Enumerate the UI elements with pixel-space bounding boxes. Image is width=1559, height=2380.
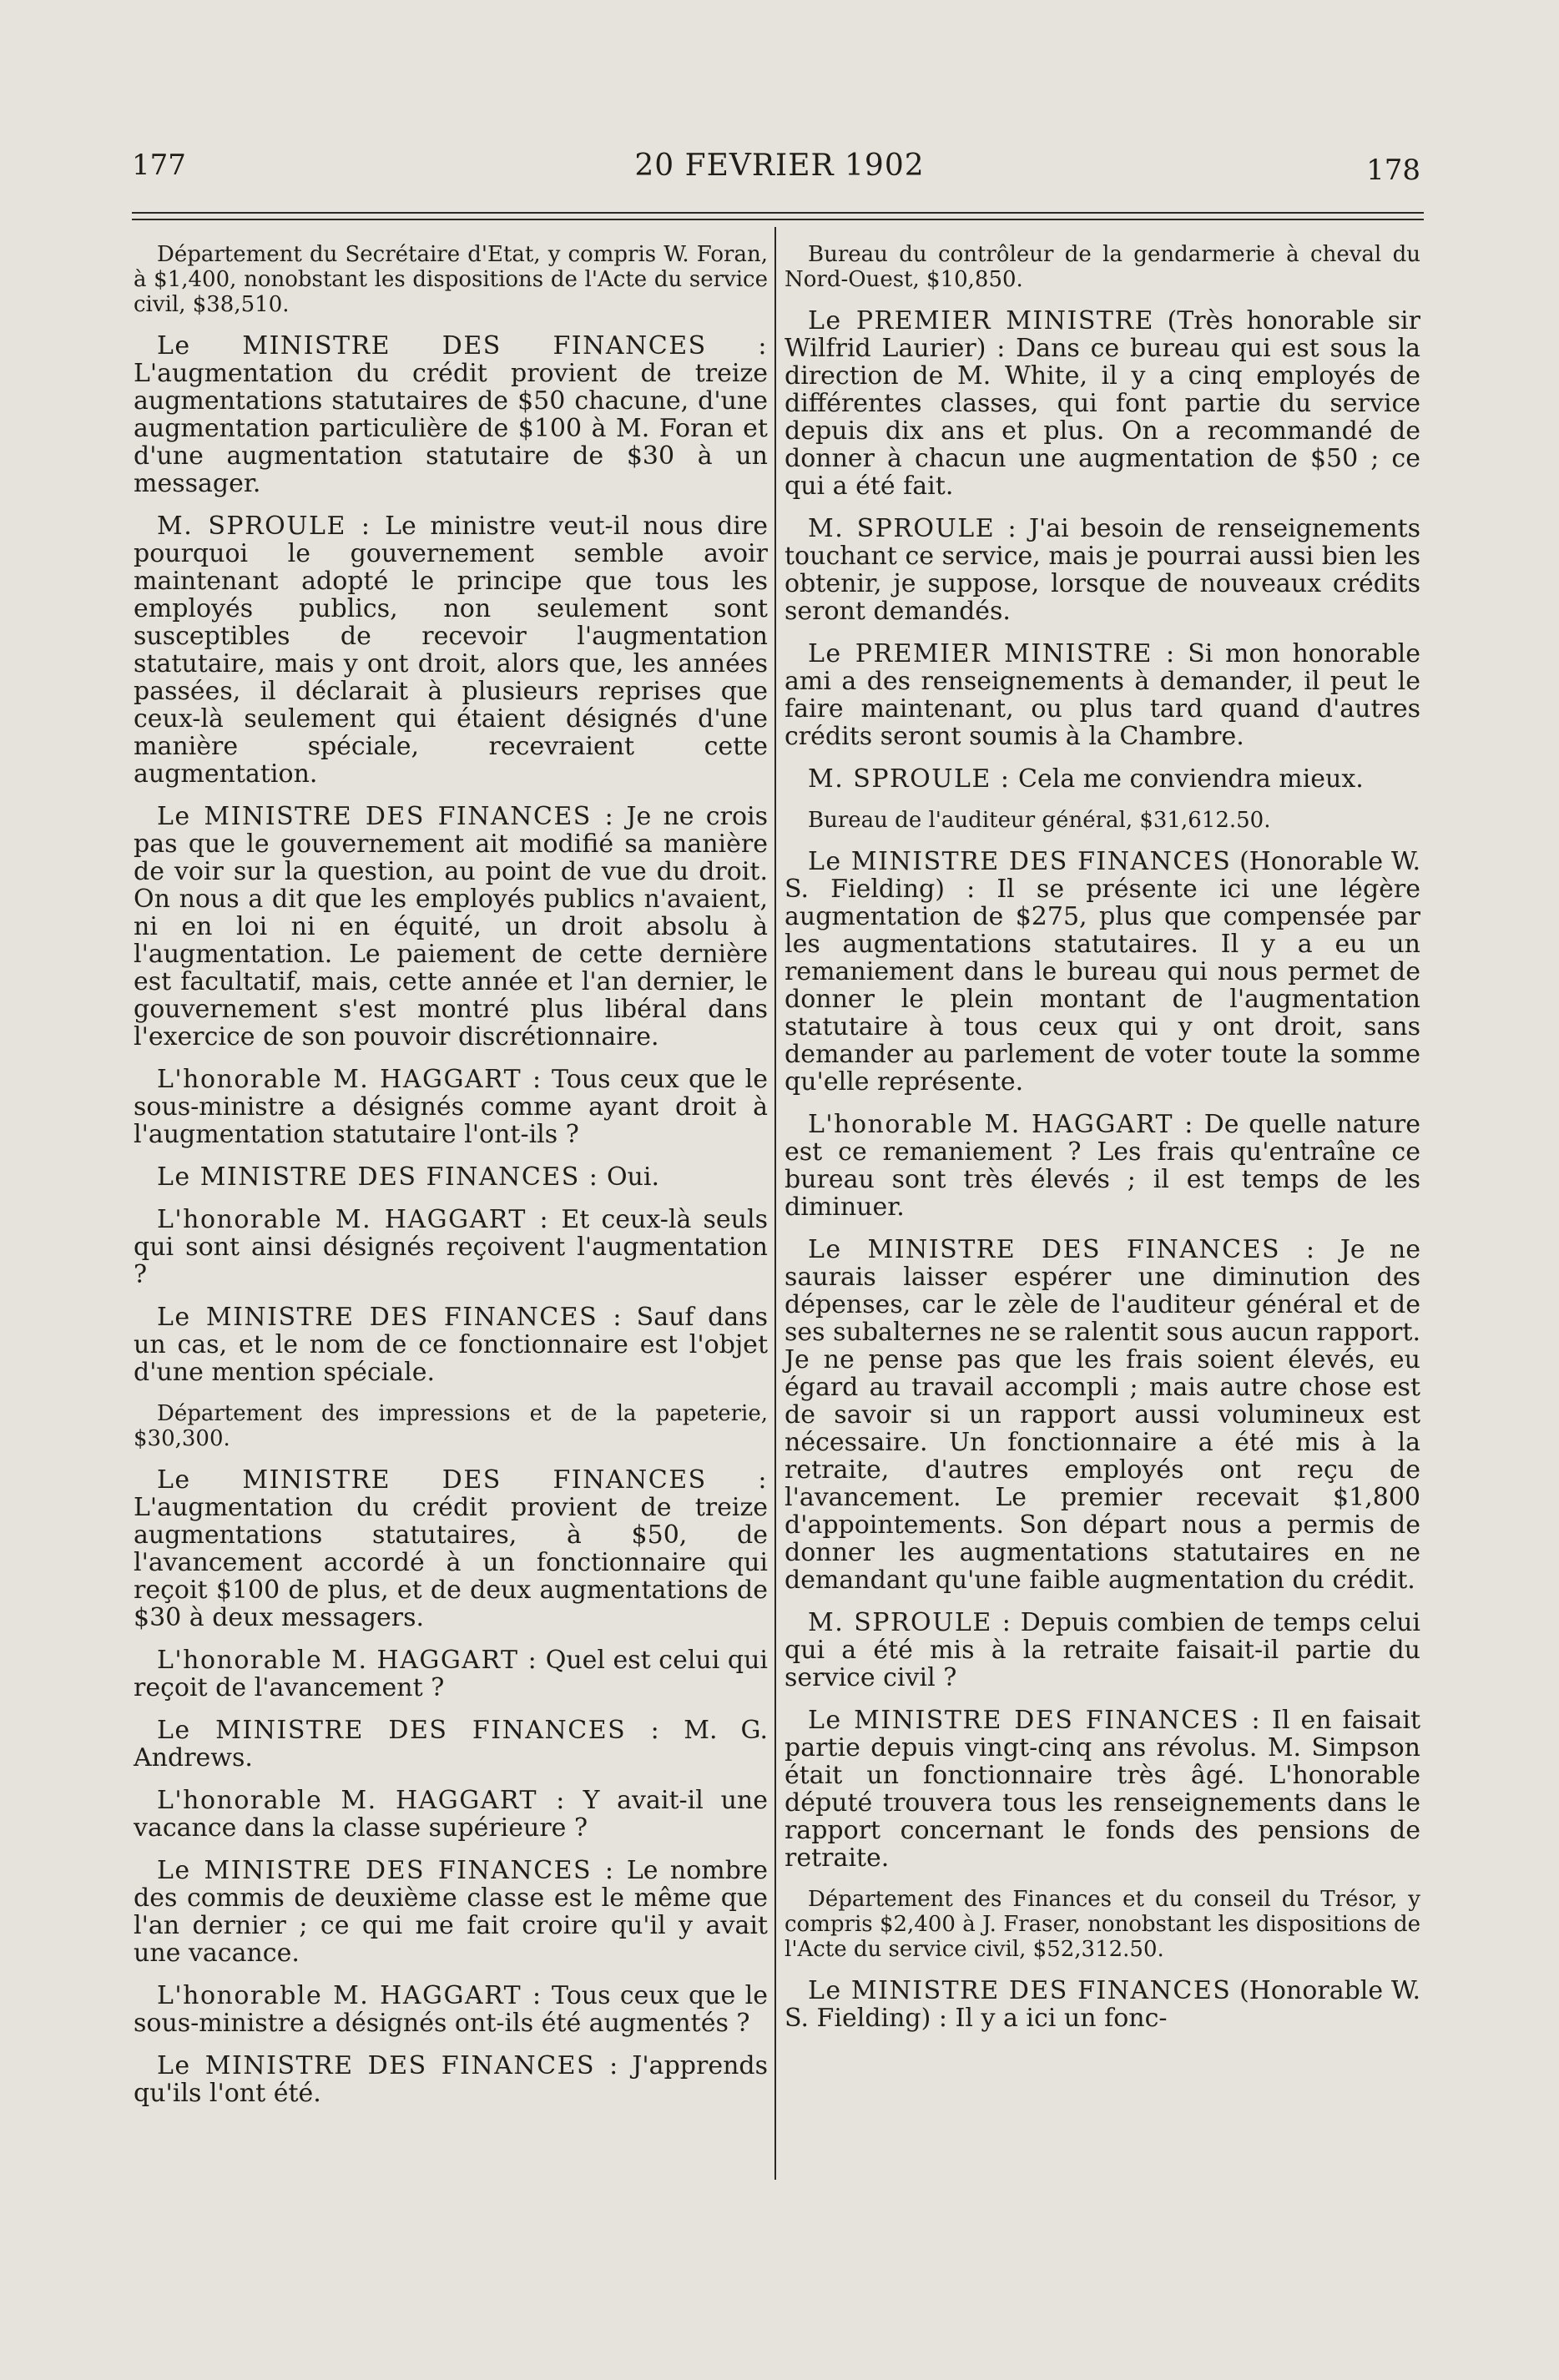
speech-paragraph <box>785 848 1420 1096</box>
page-number-left: 177 <box>132 149 186 182</box>
speech-text: Depuis combien de temps celui qui a été mis à la retraite faisait-il partie du service civil ? <box>785 1608 1420 1692</box>
speaker-name: Le MINISTRE DES FINANCES : <box>157 1162 599 1192</box>
speaker-name: Le PREMIER MINISTRE <box>808 306 1154 335</box>
budget-item: Bureau du contrôleur de la gendarmerie à cheval du Nord-Ouest, $10,850. <box>785 242 1420 292</box>
speaker-name: Le MINISTRE DES FINANCES : <box>157 802 615 831</box>
speech-text: (Honorable W. S. Fielding) : Il y a ici un fonc- <box>785 1976 1420 2033</box>
speaker-name: L'honorable M. HAGGART : <box>157 1205 550 1234</box>
page-number-right: 178 <box>1366 154 1420 187</box>
speaker-name: Le MINISTRE DES FINANCES : <box>157 1856 615 1885</box>
speech-text: De quelle nature est ce remaniement ? Les frais qu'entraîne ce bureau sont très élevés ; il est temps de les diminuer. <box>785 1110 1420 1222</box>
speech-text: (Honorable W. S. Fielding) : Il se présente ici une légère augmentation de $275, plus que compensée par les augmentations statutaires. Il y a eu un remaniement dans le bureau qui nous permet de donner le plein montant de l'augmentation statutaire à tous ceux qui y ont droit, sans demander au parlement de voter toute la somme qu'elle représente. <box>785 847 1420 1097</box>
left-column <box>134 242 768 2122</box>
speaker-name: L'honorable M. HAGGART : <box>157 1786 566 1815</box>
speech-paragraph <box>134 1466 768 1631</box>
speech-text: Et ceux-là seuls qui sont ainsi désignés reçoivent l'augmentation ? <box>134 1205 768 1289</box>
speaker-name: M. SPROULE : <box>808 764 1011 794</box>
speech-text: Si mon honorable ami a des renseignements à demander, il peut le faire maintenant, ou plus tard quand d'autres crédits seront soumis à la Chambre. <box>785 639 1420 751</box>
speech-paragraph <box>785 765 1420 793</box>
speech-text: Oui. <box>606 1162 659 1192</box>
speaker-name: Le MINISTRE DES FINANCES : <box>157 1716 661 1745</box>
speech-paragraph <box>134 1982 768 2037</box>
budget-item: Département du Secrétaire d'Etat, y compris W. Foran, à $1,400, nonobstant les dispositions de l'Acte du service civil, $38,510. <box>134 242 768 317</box>
speaker-name: Le MINISTRE DES FINANCES : <box>808 1235 1316 1264</box>
speech-text: (Très honorable sir Wilfrid Laurier) : Dans ce bureau qui est sous la direction de M. White, il y a cinq employés de différentes classes, qui font partie du service depuis dix ans et plus. On a recommandé de donner à chacun une augmentation de $50 ; ce qui a été fait. <box>785 306 1420 501</box>
speaker-name: M. SPROULE : <box>808 1608 1012 1637</box>
header-rule-bottom <box>132 219 1424 220</box>
budget-item: Département des Finances et du conseil du Trésor, y compris $2,400 à J. Fraser, nonobstant les dispositions de l'Acte du service civil, $52,312.50. <box>785 1887 1420 1962</box>
speech-text: L'augmentation du crédit provient de treize augmentations statutaires de $50 chacune, d'une augmentation particulière de $100 à M. Foran et d'une augmentation statutaire de $30 à un messager. <box>134 359 768 498</box>
speech-text: M. G. Andrews. <box>134 1716 768 1772</box>
speech-text: Le ministre veut-il nous dire pourquoi le gouvernement semble avoir maintenant adopté le principe que tous les employés publics, non seulement sont susceptibles de recevoir l'augmentation statutaire, mais y ont droit, alors que, les années passées, il déclarait à plusieurs reprises que ceux-là seulement qui étaient désignés d'une manière spéciale, recevraient cette augmentation. <box>134 512 768 789</box>
speaker-name: L'honorable M. HAGGART : <box>157 1065 542 1094</box>
speaker-name: Le MINISTRE DES FINANCES <box>808 847 1232 876</box>
speech-paragraph <box>785 640 1420 750</box>
speech-paragraph <box>134 1787 768 1842</box>
speaker-name: L'honorable M. HAGGART : <box>157 1646 538 1675</box>
speech-text: J'ai besoin de renseignements touchant ce service, mais je pourrai aussi bien les obtenir, je suppose, lorsque de nouveaux crédits seront demandés. <box>785 514 1420 626</box>
speech-paragraph <box>134 803 768 1051</box>
speech-paragraph <box>134 1066 768 1148</box>
speaker-name: M. SPROULE : <box>157 512 371 541</box>
speech-paragraph <box>785 1977 1420 2032</box>
speaker-name: L'honorable M. HAGGART : <box>157 1981 542 2010</box>
speaker-name: Le MINISTRE DES FINANCES : <box>157 331 768 361</box>
speech-text: Tous ceux que le sous-ministre a désignés ont-ils été augmentés ? <box>134 1981 768 2038</box>
page-title: 20 FEVRIER 1902 <box>634 149 925 183</box>
budget-item: Département des impressions et de la papeterie, $30,300. <box>134 1401 768 1451</box>
speech-paragraph <box>134 512 768 788</box>
speech-text: J'apprends qu'ils l'ont été. <box>134 2051 768 2108</box>
speech-text: Quel est celui qui reçoit de l'avancement ? <box>134 1646 768 1702</box>
budget-item: Bureau de l'auditeur général, $31,612.50. <box>808 808 1271 833</box>
speech-paragraph <box>785 1236 1420 1594</box>
speaker-name: Le MINISTRE DES FINANCES : <box>157 1465 768 1495</box>
speech-paragraph <box>785 307 1420 500</box>
speech-paragraph <box>134 1303 768 1386</box>
speech-text: Tous ceux que le sous-ministre a désignés comme ayant droit à l'augmentation statutaire l'ont-ils ? <box>134 1065 768 1149</box>
speech-paragraph <box>134 2052 768 2107</box>
column-divider <box>774 227 776 2180</box>
speech-paragraph <box>134 1857 768 1967</box>
speech-text: Je ne saurais laisser espérer une diminution des dépenses, car le zèle de l'auditeur général et de ses subalternes ne se ralentit sous aucun rapport. Je ne pense pas que les frais soient élevés, eu égard au travail accompli ; mais autre chose est de savoir si un rapport aussi volumineux est nécessaire. Un fonctionnaire a été mis à la retraite, d'autres employés ont reçu de l'avancement. Le premier recevait $1,800 d'appointements. Son départ nous a permis de donner les augmentations statutaires en ne demandant qu'une faible augmentation du crédit. <box>785 1235 1420 1595</box>
speech-paragraph <box>134 1717 768 1772</box>
speech-paragraph <box>134 1163 768 1191</box>
right-column <box>785 242 1420 2047</box>
speaker-name: L'honorable M. HAGGART : <box>808 1110 1194 1139</box>
speech-paragraph <box>785 1707 1420 1872</box>
speech-paragraph <box>785 515 1420 625</box>
speech-paragraph <box>785 1111 1420 1221</box>
speech-text: Il en faisait partie depuis vingt-cinq ans révolus. M. Simpson était un fonctionnaire très âgé. L'honorable député trouvera tous les renseignements dans le rapport concernant le fonds des pensions de retraite. <box>785 1706 1420 1873</box>
speech-text: Y avait-il une vacance dans la classe supérieure ? <box>134 1786 768 1843</box>
speech-paragraph <box>134 1206 768 1288</box>
speaker-name: Le MINISTRE DES FINANCES : <box>157 2051 619 2080</box>
speech-paragraph <box>785 1609 1420 1692</box>
speaker-name: Le MINISTRE DES FINANCES <box>808 1976 1232 2005</box>
speaker-name: M. SPROULE : <box>808 514 1018 543</box>
speech-text: Le nombre des commis de deuxième classe est le même que l'an dernier ; ce qui me fait croire qu'il y avait une vacance. <box>134 1856 769 1968</box>
speaker-name: Le MINISTRE DES FINANCES : <box>157 1303 623 1332</box>
speech-paragraph <box>134 1646 768 1702</box>
speech-paragraph <box>134 332 768 497</box>
header-rule-top <box>132 212 1424 214</box>
page-header <box>0 149 1559 199</box>
speaker-name: Le PREMIER MINISTRE : <box>808 639 1176 668</box>
speech-text: Je ne crois pas que le gouvernement ait modifié sa manière de voir sur la question, au point de vue du droit. On nous a dit que les employés publics n'avaient, ni en loi ni en équité, un droit absolu à l'augmentation. Le paiement de cette dernière est facultatif, mais, cette année et l'an dernier, le gouvernement s'est montré plus libéral dans l'exercice de son pouvoir discrétionnaire. <box>134 802 769 1051</box>
speech-text: L'augmentation du crédit provient de treize augmentations statutaires, à $50, de l'avancement accordé à un fonctionnaire qui reçoit $100 de plus, et de deux augmentations de $30 à deux messagers. <box>134 1493 768 1632</box>
speech-text: Sauf dans un cas, et le nom de ce fonctionnaire est l'objet d'une mention spéciale. <box>134 1303 768 1387</box>
speaker-name: Le MINISTRE DES FINANCES : <box>808 1706 1262 1735</box>
speech-text: Cela me conviendra mieux. <box>1018 764 1364 794</box>
